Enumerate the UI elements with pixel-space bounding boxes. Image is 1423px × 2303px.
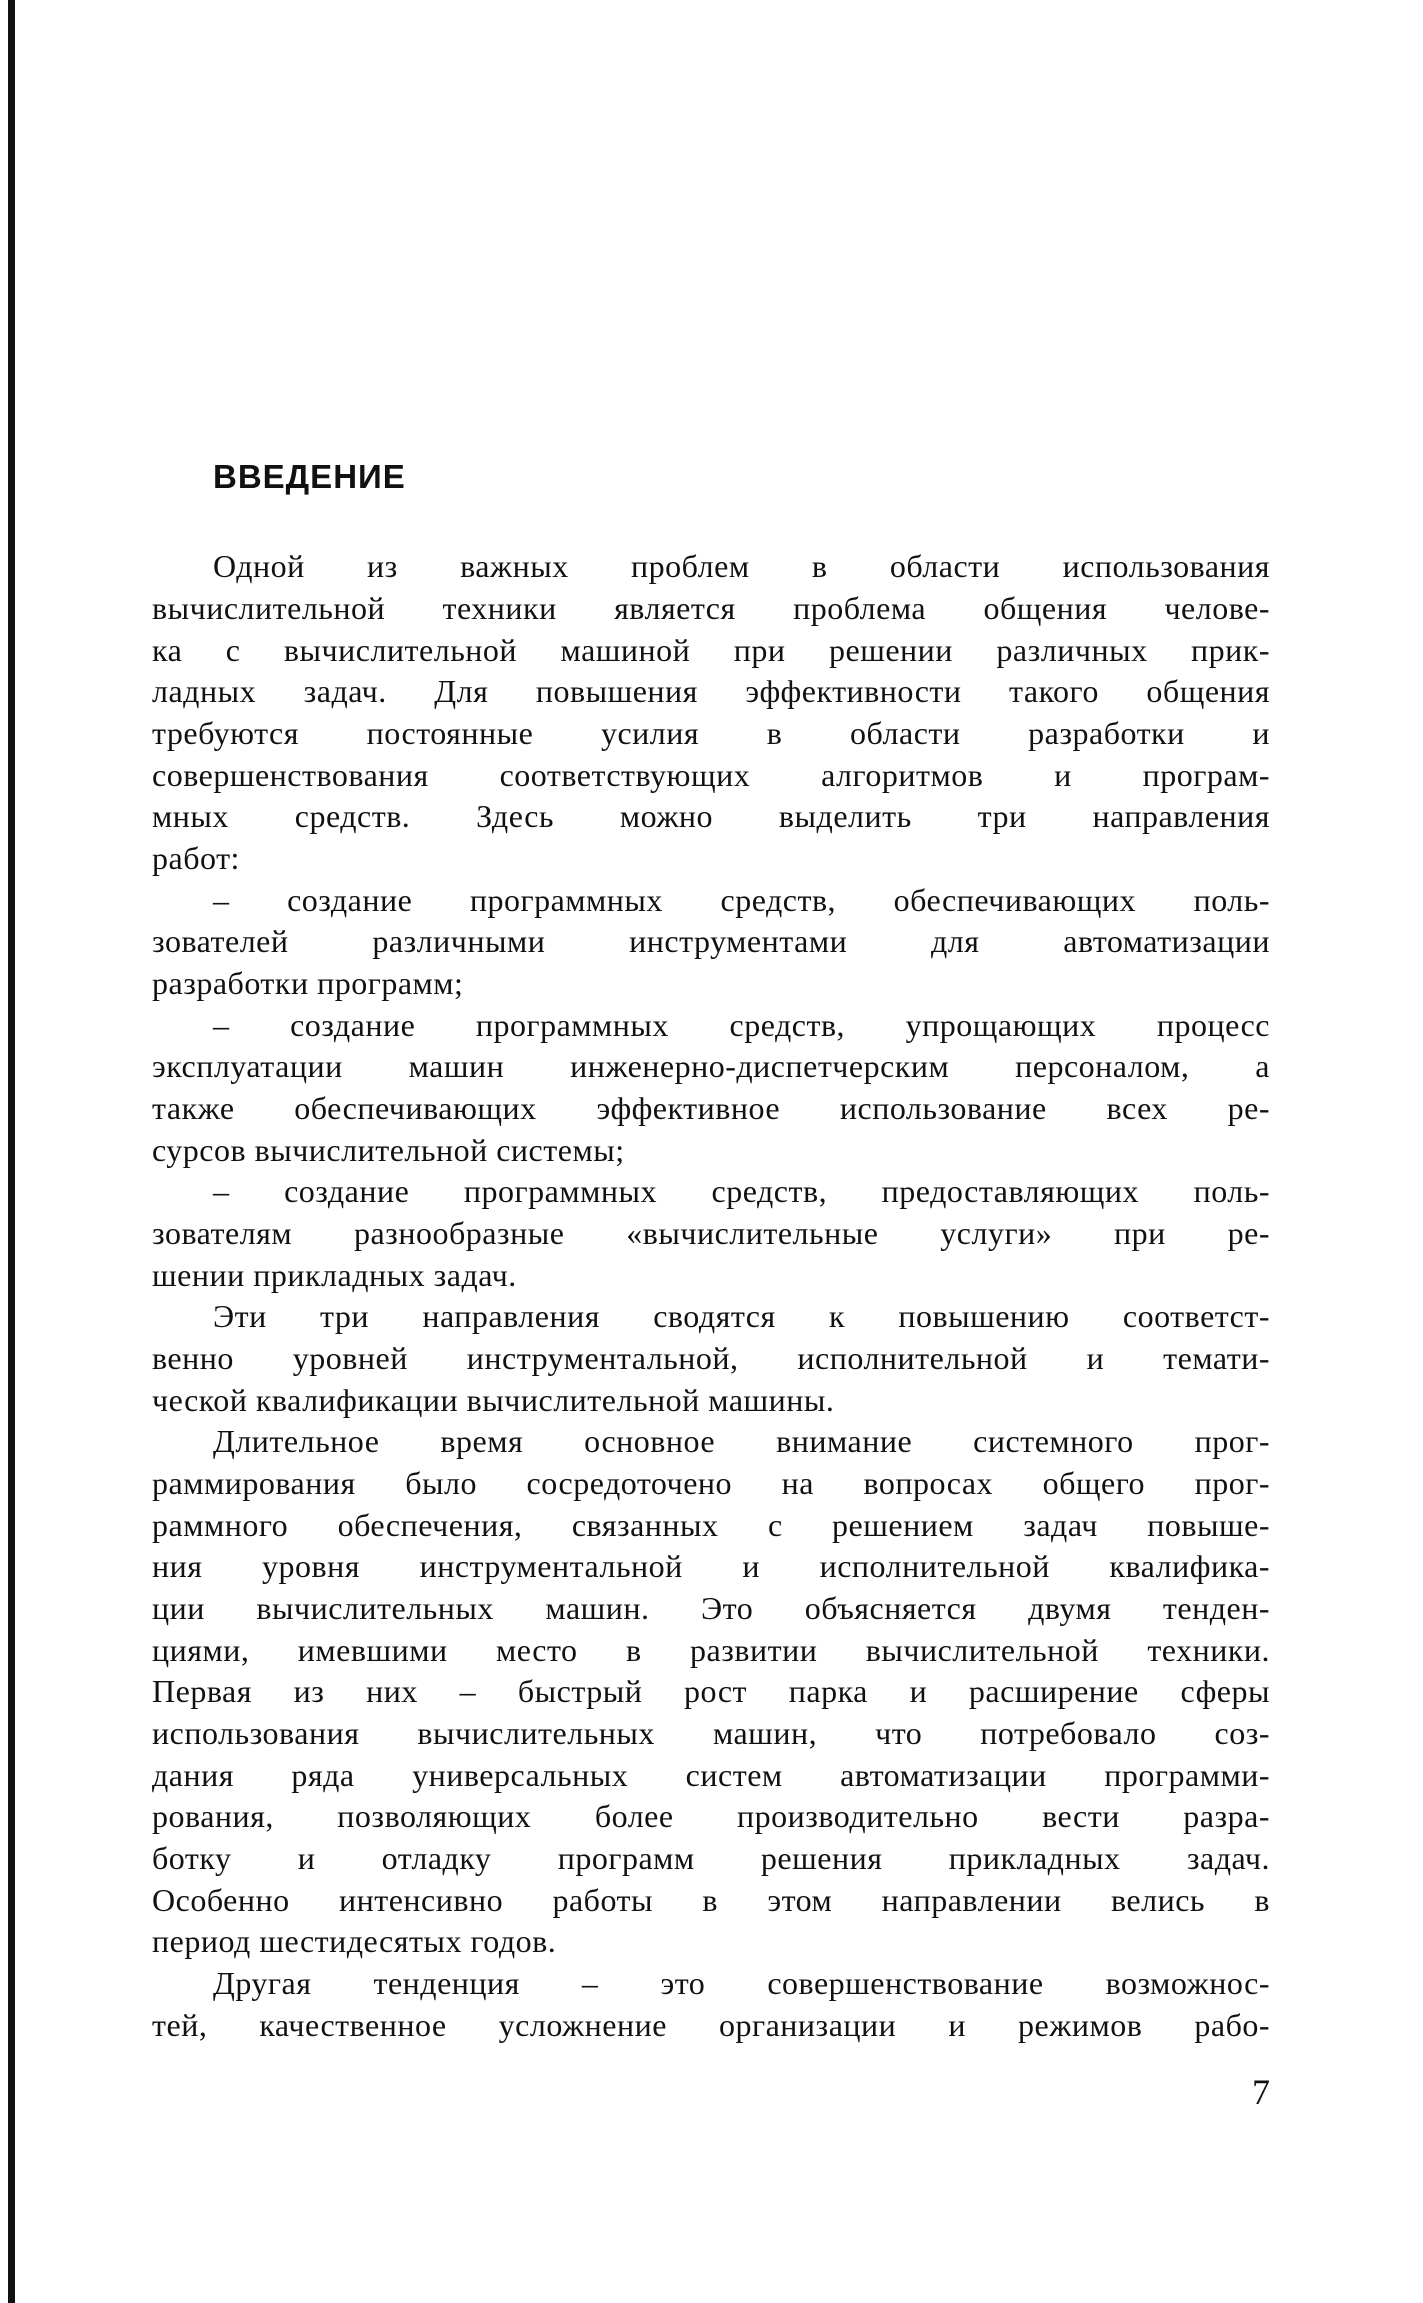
text-line: вычислительной техники является проблема общения челове- xyxy=(152,590,1270,626)
text-line: шении прикладных задач. xyxy=(152,1257,517,1293)
text-line: – создание программных средств, предоставляющих поль- xyxy=(213,1173,1270,1209)
text-line: Длительное время основное внимание системного прог- xyxy=(213,1423,1270,1459)
text-line: тей, качественное усложнение организации и режимов рабо- xyxy=(152,2007,1270,2043)
text-line: сурсов вычислительной системы; xyxy=(152,1132,625,1168)
text-line: рования, позволяющих более производительно вести разра- xyxy=(152,1798,1270,1834)
text-line: ка с вычислительной машиной при решении различных прик- xyxy=(152,632,1270,668)
text-line: – создание программных средств, обеспечивающих поль- xyxy=(213,882,1270,918)
text-line: зователям разнообразные «вычислительные услуги» при ре- xyxy=(152,1215,1270,1251)
text-line: – создание программных средств, упрощающих процесс xyxy=(213,1007,1270,1043)
text-line: мных средств. Здесь можно выделить три направления xyxy=(152,798,1270,834)
page-number: 7 xyxy=(1252,2072,1270,2112)
text-line: период шестидесятых годов. xyxy=(152,1923,557,1959)
text-line: ции вычислительных машин. Это объясняется двумя тенден- xyxy=(152,1590,1270,1626)
text-line: циями, имевшими место в развитии вычислительной техники. xyxy=(152,1632,1270,1668)
text-line: работ: xyxy=(152,840,240,876)
text-line: разработки программ; xyxy=(152,965,464,1001)
text-line: зователей различными инструментами для автоматизации xyxy=(152,923,1270,959)
text-line: раммного обеспечения, связанных с решением задач повыше- xyxy=(152,1507,1270,1543)
text-line: совершенствования соответствующих алгоритмов и програм- xyxy=(152,757,1270,793)
text-line: также обеспечивающих эффективное использование всех ре- xyxy=(152,1090,1270,1126)
text-line: Одной из важных проблем в области использования xyxy=(213,548,1270,584)
text-line: Особенно интенсивно работы в этом направлении велись в xyxy=(152,1882,1270,1918)
text-line: ботку и отладку программ решения прикладных задач. xyxy=(152,1840,1270,1876)
text-line: венно уровней инструментальной, исполнительной и темати- xyxy=(152,1340,1270,1376)
scan-edge-line xyxy=(8,0,15,2303)
text-line: Первая из них – быстрый рост парка и расширение сферы xyxy=(152,1673,1270,1709)
text-line: ладных задач. Для повышения эффективности такого общения xyxy=(152,673,1270,709)
text-line: ческой квалификации вычислительной машины. xyxy=(152,1382,835,1418)
text-line: ния уровня инструментальной и исполнительной квалифика- xyxy=(152,1548,1270,1584)
page-title: ВВЕДЕНИЕ xyxy=(213,458,406,495)
text-line: использования вычислительных машин, что потребовало соз- xyxy=(152,1715,1270,1751)
text-line: требуются постоянные усилия в области разработки и xyxy=(152,715,1270,751)
text-line: раммирования было сосредоточено на вопросах общего прог- xyxy=(152,1465,1270,1501)
text-line: Эти три направления сводятся к повышению соответст- xyxy=(213,1298,1270,1334)
text-line: эксплуатации машин инженерно-диспетчерским персоналом, а xyxy=(152,1048,1270,1084)
text-line: Другая тенденция – это совершенствование возможнос- xyxy=(213,1965,1270,2001)
text-line: дания ряда универсальных систем автоматизации программи- xyxy=(152,1757,1270,1793)
